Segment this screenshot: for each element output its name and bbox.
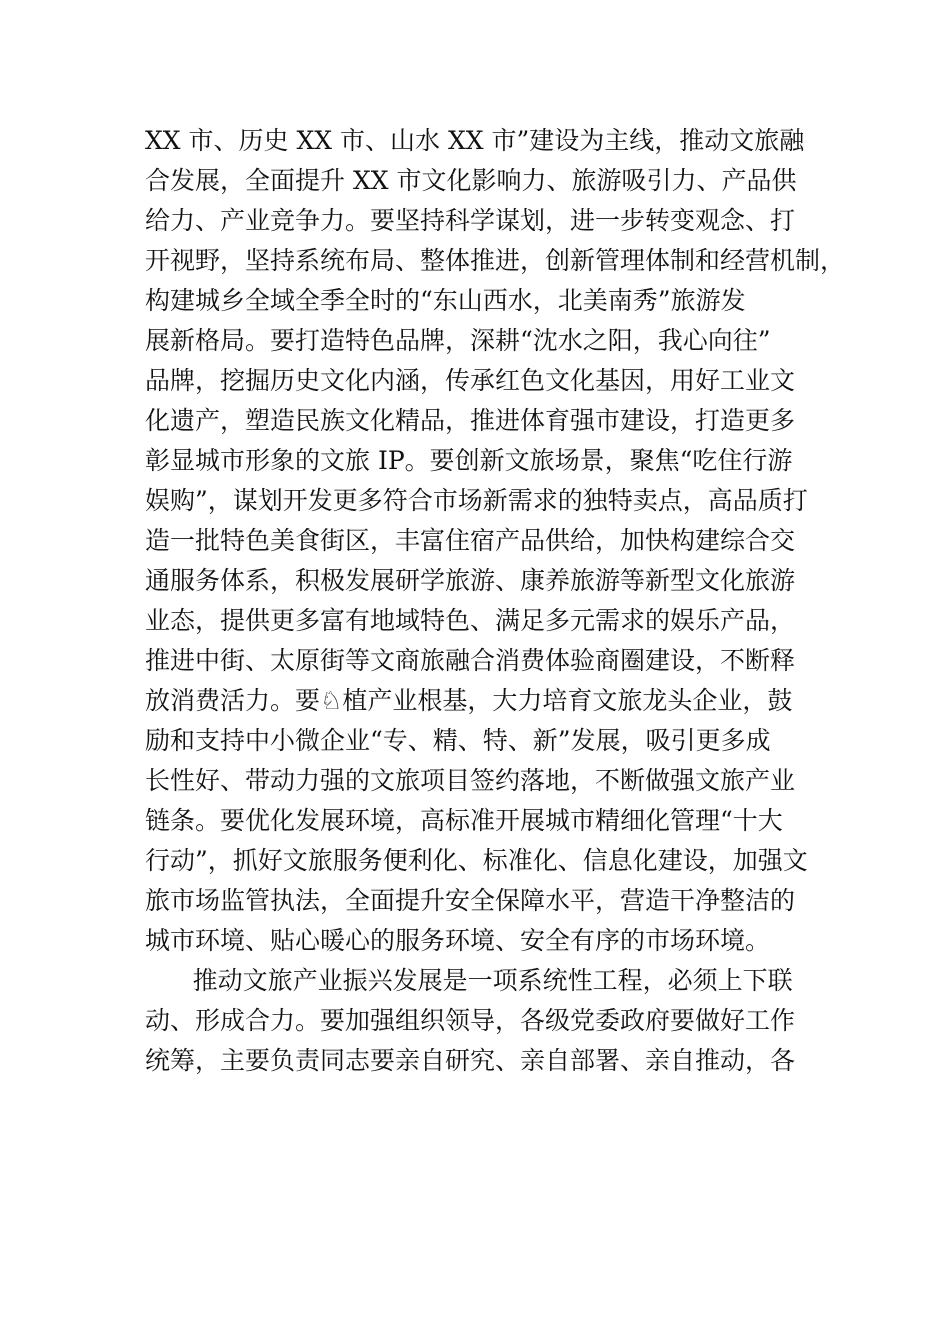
text-line: 长性好、带动力强的文旅项目签约落地，不断做强文旅产业	[145, 766, 796, 795]
text-line: 动、形成合力。要加强组织领导，各级党委政府要做好工作	[145, 1006, 796, 1035]
paragraph-2	[145, 961, 845, 1081]
text-line: 通服务体系，积极发展研学旅游、康养旅游等新型文化旅游	[145, 566, 796, 595]
text-line: 开视野，坚持系统布局、整体推进，创新管理体制和经营机制，	[145, 246, 845, 275]
text-line: 彰显城市形象的文旅 IP。要创新文旅场景，聚焦“吃住行游	[145, 446, 793, 475]
text-line: 放消费活力。要♘植产业根基，大力培育文旅龙头企业，鼓	[145, 686, 793, 715]
text-line: 城市环境、贴心暖心的服务环境、安全有序的市场环境。	[145, 926, 771, 955]
text-line: 行动”，抓好文旅服务便利化、标准化、信息化建设，加强文	[145, 846, 808, 875]
text-line: 给力、产业竞争力。要坚持科学谋划，进一步转变观念、打	[145, 206, 796, 235]
text-line: 旅市场监管执法，全面提升安全保障水平，营造干净整洁的	[145, 886, 796, 915]
document-body	[145, 121, 845, 1081]
text-line: 励和支持中小微企业“专、精、特、新”发展，吸引更多成	[145, 726, 771, 755]
text-line: 展新格局。要打造特色品牌，深耕“沈水之阳，我心向往”	[145, 326, 771, 355]
text-line: 造一批特色美食街区，丰富住宿产品供给，加快构建综合交	[145, 526, 796, 555]
paragraph-1	[145, 121, 845, 961]
text-line: 推动文旅产业振兴发展是一项系统性工程，必须上下联	[145, 966, 793, 995]
text-line: 统筹，主要负责同志要亲自研究、亲自部署、亲自推动，各	[145, 1046, 796, 1075]
text-line: 化遗产，塑造民族文化精品，推进体育强市建设，打造更多	[145, 406, 796, 435]
text-line: 娱购”，谋划开发更多符合市场新需求的独特卖点，高品质打	[145, 486, 808, 515]
text-line: 构建城乡全域全季全时的“东山西水，北美南秀”旅游发	[145, 286, 746, 315]
text-line: 品牌，挖掘历史文化内涵，传承红色文化基因，用好工业文	[145, 366, 796, 395]
text-line: 合发展，全面提升 XX 市文化影响力、旅游吸引力、产品供	[145, 166, 797, 195]
text-line: XX 市、历史 XX 市、山水 XX 市”建设为主线，推动文旅融	[145, 126, 805, 155]
text-line: 业态，提供更多富有地域特色、满足多元需求的娱乐产品，	[145, 606, 796, 635]
text-line: 推进中街、太原街等文商旅融合消费体验商圈建设，不断释	[145, 646, 796, 675]
text-line: 链条。要优化发展环境，高标准开展城市精细化管理“十大	[145, 806, 783, 835]
